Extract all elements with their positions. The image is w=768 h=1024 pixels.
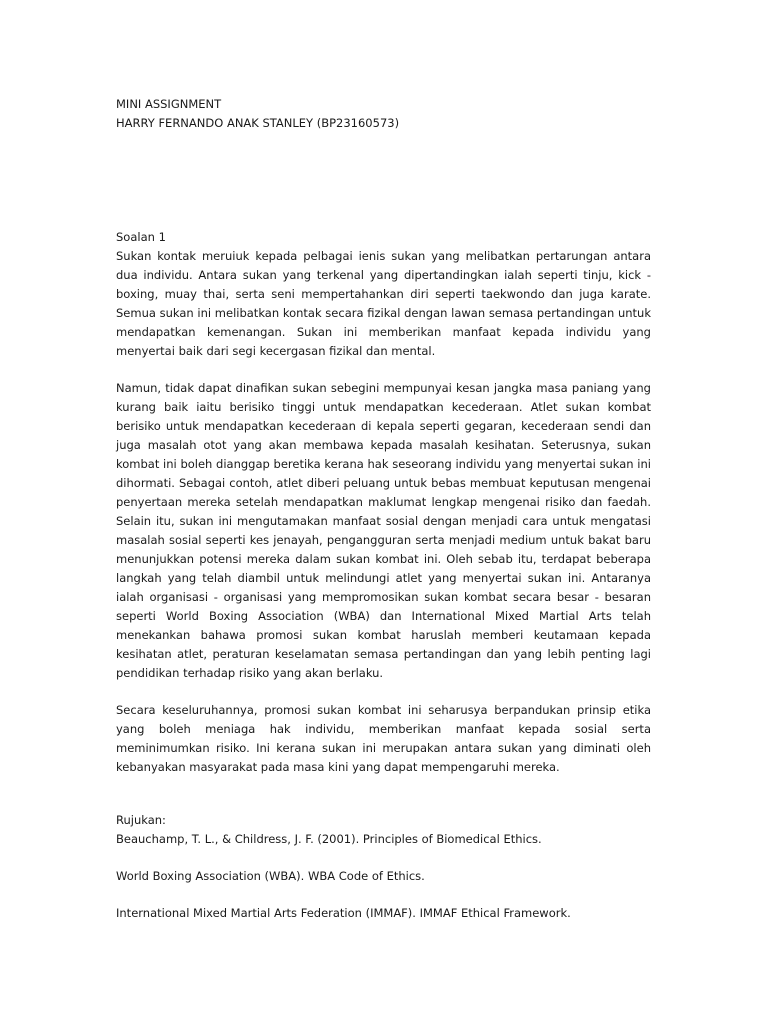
paragraph-1: Sukan kontak meruiuk kepada pelbagai ienis sukan yang melibatkan pertarungan antara dua individu. Antara sukan yang terkenal yang dipertandingkan ialah seperti tinju, kick - boxing, muay thai, serta seni mempertahankan diri seperti taekwondo dan juga karate. Semua sukan ini melibatkan kontak secara fizikal dengan lawan semasa pertandingan untuk mendapatkan kemenangan. Sukan ini memberikan manfaat kepada individu yang menyertai baik dari segi kecergasan fizikal dan mental. <box>116 249 651 358</box>
reference-item-3: International Mixed Martial Arts Federation (IMMAF). IMMAF Ethical Framework. <box>116 906 571 920</box>
paragraph-2: Namun, tidak dapat dinafikan sukan sebegini mempunyai kesan jangka masa paniang yang kurang baik iaitu berisiko tinggi untuk mendapatkan kecederaan. Atlet sukan kombat berisiko untuk mendapatkan kecederaan di kepala seperti gegaran, kecederaan sendi dan juga masalah otot yang akan membawa kepada masalah kesihatan. Seterusnya, sukan kombat ini boleh dianggap beretika kerana hak seseorang individu yang menyertai sukan ini dihormati. Sebagai contoh, atlet diberi peluang untuk bebas membuat keputusan mengenai penyertaan mereka setelah mendapatkan maklumat lengkap mengenai risiko dan faedah. Selain itu, sukan ini mengutamakan manfaat sosial dengan menjadi cara untuk mengatasi masalah sosial seperti kes jenayah, pengangguran serta menjadi medium untuk bakat baru menunjukkan potensi mereka dalam sukan kombat ini. Oleh sebab itu, terdapat beberapa langkah yang telah diambil untuk melindungi atlet yang menyertai sukan ini. Antaranya ialah organisasi - organisasi yang mempromosikan sukan kombat secara besar - besaran seperti World Boxing Association (WBA) dan International Mixed Martial Arts telah menekankan bahawa promosi sukan kombat haruslah memberi keutamaan kepada kesihatan atlet, peraturan keselamatan semasa pertandingan dan yang lebih penting lagi pendidikan terhadap risiko yang akan berlaku. <box>116 381 651 680</box>
reference-item-1: Beauchamp, T. L., & Childress, J. F. (2001). Principles of Biomedical Ethics. <box>116 832 542 846</box>
assignment-title: MINI ASSIGNMENT <box>116 97 222 111</box>
author-line: HARRY FERNANDO ANAK STANLEY (BP23160573) <box>116 116 400 130</box>
references-heading: Rujukan: <box>116 813 166 827</box>
question-heading: Soalan 1 <box>116 230 166 244</box>
reference-item-2: World Boxing Association (WBA). WBA Code of Ethics. <box>116 869 425 883</box>
document-body <box>116 95 651 923</box>
paragraph-3: Secara keseluruhannya, promosi sukan kombat ini seharusya berpandukan prinsip etika yang boleh meniaga hak individu, memberikan manfaat kepada sosial serta meminimumkan risiko. Ini kerana sukan ini merupakan antara sukan yang diminati oleh kebanyakan masyarakat pada masa kini yang dapat mempengaruhi mereka. <box>116 703 651 774</box>
